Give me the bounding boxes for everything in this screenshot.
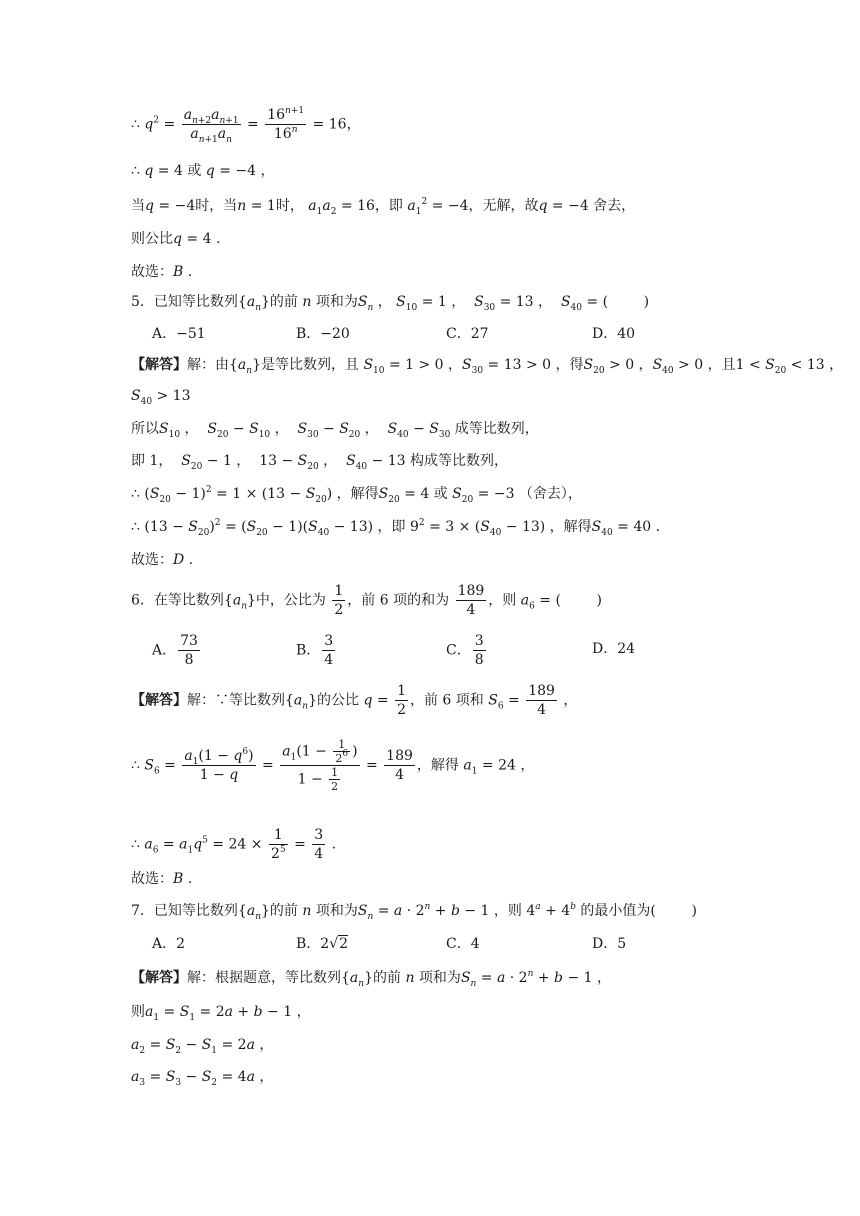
q7-option-d[interactable]: D．5: [592, 936, 627, 952]
question-6: 6．在等比数列$\{a_n\}$中，公比为 $\frac{1}{2}$ ，前 6 项的和为 $\frac{189}{4}$ ，则 $a_6$ = ( ): [131, 583, 602, 618]
choice-line: 故选：B .: [131, 264, 193, 280]
answer-5-line2: 所以$S_{10}$ ， $S_{20} - S_{10}$ ， $S_{30} - S_{20}$ ， $S_{40} - S_{30}$ 成等比数列，: [131, 421, 539, 440]
answer-5-line1b: $S_{40} > 13$: [131, 388, 191, 407]
q6-option-d[interactable]: D．24: [592, 641, 636, 657]
q5-option-d[interactable]: D．40: [592, 326, 636, 342]
answer-5-choice: 故选：D .: [131, 552, 194, 568]
derivation-case-check: 当q = −4时，当n = 1时， $a_1a_2 = 16$，即 $a_1^2 = -4$，无解，故q = −4 舍去，: [131, 197, 636, 217]
q7-option-a[interactable]: A．2: [152, 936, 186, 952]
answer-6-line2: ∴ $S_6$ = $\frac{a_1(1 - q^6)}{1 - q}$ = $a_1(1$ − $\frac{1}{2^6}$ ) 1 − $\frac{1}{2}$ = $\frac{189}{4}$ ，解得 $a_1 = 24$ ，: [131, 738, 535, 793]
derivation-q-values: ∴ q = 4 或 q = −4 ，: [131, 163, 275, 179]
q5-option-b[interactable]: B．−20: [296, 326, 350, 342]
question-7: 7．已知等比数列$\{a_n\}$的前 n 项和为$S_n = a \cdot 2^n + b - 1$ ，则 $4^a + 4^b$ 的最小值为( ): [131, 902, 697, 922]
answer-6-line3: ∴ $a_6 = a_1q^5 = 24$ × $\frac{1}{2^5}$ = $\frac{3}{4}$ .: [131, 827, 337, 862]
q5-option-c[interactable]: C．27: [446, 326, 489, 342]
answer-5-line3: 即 1， $S_{20} - 1$ ， $13 - S_{20}$ ， $S_{40} - 13$ 构成等比数列，: [131, 453, 509, 472]
q7-option-b[interactable]: B．2√2: [296, 936, 349, 952]
answer-6-choice: 故选：B .: [131, 871, 193, 887]
q7-option-c[interactable]: C．4: [446, 936, 480, 952]
answer-5-line4: ∴ $(S_{20} - 1)^2 = 1 \times (13 - S_{20})$ ，解得$S_{20} = 4$ 或 $S_{20} = -3$ （舍去），: [131, 485, 582, 505]
q6-option-b[interactable]: B． $\frac{3}{4}$: [296, 633, 334, 668]
q6-option-a[interactable]: A． $\frac{73}{8}$: [152, 633, 198, 668]
answer-6-line1: 【解答】解：∵等比数列$\{a_n\}$的公比 q = $\frac{1}{2}$ ，前 6 项和 $S_6$ = $\frac{189}{4}$ ，: [131, 683, 578, 718]
answer-7-line2: 则$a_1 = S_1 = 2a + b - 1$ ，: [131, 1004, 311, 1023]
derivation-q-squared: ∴ $q^2$ = $\frac{a_{n+2}a_{n+1}}{a_{n+1}a_n}$ = $\frac{16^{n+1}}{16^n}$ = 16，: [131, 106, 361, 145]
answer-7-line3: $a_2 = S_2 - S_1 = 2a$ ，: [131, 1037, 274, 1056]
answer-5-line1: 【解答】解：由$\{a_n\}$是等比数列，且 $S_{10} = 1 > 0$ ，$S_{30} = 13 > 0$ ，得$S_{20} > 0$ ，$S_{40} > 0$ ，且$1 < S_{20} < 13$ ，: [131, 357, 844, 376]
question-5: 5．已知等比数列$\{a_n\}$的前 n 项和为$S_n$ ， $S_{10} = 1$ ， $S_{30} = 13$ ， $S_{40}$ = ( ): [131, 294, 650, 313]
answer-5-line5: ∴ $(13 - S_{20})^2 = (S_{20} - 1)(S_{40} - 13)$ ，即 $9^2 = 3 \times (S_{40} - 13)$ ，解得$S_{40} = 40$ .: [131, 518, 661, 538]
answer-7-line4: $a_3 = S_3 - S_2 = 4a$ ，: [131, 1069, 274, 1088]
answer-7-line1: 【解答】解：根据题意，等比数列$\{a_n\}$的前 n 项和为$S_n = a \cdot 2^n + b - 1$ ，: [131, 969, 611, 989]
derivation-result: 则公比q = 4 .: [131, 231, 221, 247]
q5-option-a[interactable]: A．−51: [152, 326, 206, 342]
q6-option-c[interactable]: C． $\frac{3}{8}$: [446, 633, 484, 668]
